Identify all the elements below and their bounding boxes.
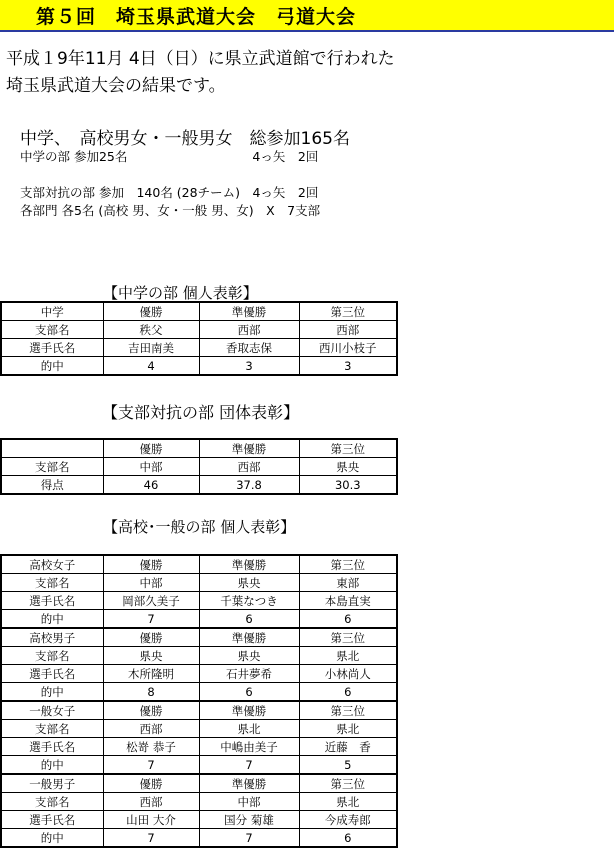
table-cell: 7 [199, 829, 299, 848]
table-cell: 西部 [199, 321, 299, 339]
participation-summary [20, 124, 350, 220]
table-cell: 37.8 [199, 476, 299, 495]
table-row [1, 339, 397, 357]
table-cell: 6 [299, 829, 397, 848]
summary-line: 各部門 各5名 (高校 男、女・一般 男、女) X 7支部 [20, 203, 321, 218]
team-section-heading: 【支部対抗の部 団体表彰】 [102, 403, 300, 422]
table-cell: 第三位 [299, 302, 397, 321]
table-cell: 本島直実 [299, 592, 397, 610]
table-cell: 吉田南美 [103, 339, 199, 357]
summary-line [20, 166, 350, 184]
table-cell: 的中 [1, 683, 103, 702]
table-cell: 西部 [103, 720, 199, 738]
table-cell: 優勝 [103, 628, 199, 647]
table-cell: 選手氏名 [1, 592, 103, 610]
table-cell: 国分 菊雄 [199, 811, 299, 829]
table-row [1, 555, 397, 574]
team-results-table [0, 438, 398, 495]
title-rule [0, 30, 614, 32]
table-row [1, 829, 397, 848]
table-cell: 山田 大介 [103, 811, 199, 829]
table-cell: 岡部久美子 [103, 592, 199, 610]
intro-line: 埼玉県武道大会の結果です。 [6, 76, 226, 96]
table-cell: 県央 [199, 647, 299, 665]
table-cell: 準優勝 [199, 555, 299, 574]
table-row [1, 302, 397, 321]
table-cell: 優勝 [103, 555, 199, 574]
table-cell: 3 [199, 357, 299, 376]
general-results-table [0, 554, 398, 848]
table-cell: 支部名 [1, 458, 103, 476]
junior-results-table [0, 301, 398, 376]
table-row [1, 774, 397, 793]
table-row [1, 665, 397, 683]
table-cell: 東部 [299, 574, 397, 592]
table-row [1, 476, 397, 495]
summary-line: 中学の部 参加25名 4っ矢 2回 [20, 149, 319, 164]
table-cell: 第三位 [299, 701, 397, 720]
table-row [1, 321, 397, 339]
table-cell: 46 [103, 476, 199, 495]
table-cell: 第三位 [299, 774, 397, 793]
table-row [1, 720, 397, 738]
table-cell: 今成寿郎 [299, 811, 397, 829]
table-cell: 西部 [199, 458, 299, 476]
table-cell: 西川小枝子 [299, 339, 397, 357]
table-cell: 県央 [103, 647, 199, 665]
table-cell: 支部名 [1, 321, 103, 339]
table-row [1, 610, 397, 629]
table-row [1, 683, 397, 702]
table-cell: 中部 [199, 793, 299, 811]
table-cell: 選手氏名 [1, 738, 103, 756]
table-cell: 中部 [103, 458, 199, 476]
table-cell: 6 [299, 683, 397, 702]
table-cell: 支部名 [1, 720, 103, 738]
title-banner [0, 0, 614, 30]
table-cell: 得点 [1, 476, 103, 495]
table-cell: 一般女子 [1, 701, 103, 720]
table-cell: 選手氏名 [1, 339, 103, 357]
summary-headline: 中学、 高校男女・一般男女 総参加165名 [20, 129, 350, 149]
table-cell: 県北 [299, 647, 397, 665]
table-cell: 支部名 [1, 574, 103, 592]
table-cell: 第三位 [299, 555, 397, 574]
intro-line: 平成１9年11月 4日（日）に県立武道館で行われた [6, 49, 395, 69]
table-cell: 的中 [1, 756, 103, 775]
table-cell: 準優勝 [199, 701, 299, 720]
table-cell: 的中 [1, 829, 103, 848]
table-row [1, 701, 397, 720]
table-cell: 第三位 [299, 628, 397, 647]
table-cell: 30.3 [299, 476, 397, 495]
table-cell: 県央 [199, 574, 299, 592]
table-cell: 的中 [1, 610, 103, 629]
table-cell: 準優勝 [199, 628, 299, 647]
summary-line: 支部対抗の部 参加 140名 (28チーム) 4っ矢 2回 [20, 185, 319, 200]
table-cell: 優勝 [103, 302, 199, 321]
table-cell: 中部 [103, 574, 199, 592]
table-cell: 4 [103, 357, 199, 376]
table-cell: 高校女子 [1, 555, 103, 574]
table-cell: 6 [299, 610, 397, 629]
table-row [1, 592, 397, 610]
table-cell: 6 [199, 683, 299, 702]
table-cell: 支部名 [1, 793, 103, 811]
table-cell: 中学 [1, 302, 103, 321]
table-cell: 高校男子 [1, 628, 103, 647]
table-cell: 8 [103, 683, 199, 702]
table-cell: 準優勝 [199, 439, 299, 458]
table-cell: 7 [103, 829, 199, 848]
general-section-heading: 【高校･一般の部 個人表彰】 [103, 518, 296, 536]
table-cell: 県北 [199, 720, 299, 738]
table-cell: 県央 [299, 458, 397, 476]
table-cell: 準優勝 [199, 302, 299, 321]
table-cell: 木所隆明 [103, 665, 199, 683]
table-cell: 7 [103, 756, 199, 775]
table-cell: 一般男子 [1, 774, 103, 793]
table-cell: 優勝 [103, 774, 199, 793]
table-cell: 選手氏名 [1, 665, 103, 683]
table-row [1, 793, 397, 811]
table-row [1, 439, 397, 458]
intro-text [6, 46, 395, 100]
table-cell: 香取志保 [199, 339, 299, 357]
table-row [1, 458, 397, 476]
table-cell: 千葉なつき [199, 592, 299, 610]
table-cell: 松嵜 恭子 [103, 738, 199, 756]
table-cell: 石井夢希 [199, 665, 299, 683]
table-cell: 秩父 [103, 321, 199, 339]
table-cell: 優勝 [103, 439, 199, 458]
table-cell: 5 [299, 756, 397, 775]
table-cell: 西部 [299, 321, 397, 339]
page-title: 第５回 埼玉県武道大会 弓道大会 [36, 6, 357, 28]
table-cell: 7 [103, 610, 199, 629]
table-cell: 西部 [103, 793, 199, 811]
table-row [1, 811, 397, 829]
table-row [1, 647, 397, 665]
table-cell: 準優勝 [199, 774, 299, 793]
table-row [1, 357, 397, 376]
table-cell: 的中 [1, 357, 103, 376]
table-row [1, 756, 397, 775]
table-cell: 7 [199, 756, 299, 775]
table-cell: 6 [199, 610, 299, 629]
table-cell: 小林尚人 [299, 665, 397, 683]
table-cell: 中嶋由美子 [199, 738, 299, 756]
table-cell: 優勝 [103, 701, 199, 720]
table-row [1, 574, 397, 592]
table-row [1, 738, 397, 756]
table-cell [1, 439, 103, 458]
table-cell: 3 [299, 357, 397, 376]
table-cell: 県北 [299, 720, 397, 738]
table-cell: 県北 [299, 793, 397, 811]
table-cell: 近藤 香 [299, 738, 397, 756]
table-cell: 第三位 [299, 439, 397, 458]
table-row [1, 628, 397, 647]
table-cell: 支部名 [1, 647, 103, 665]
junior-section-heading: 【中学の部 個人表彰】 [103, 284, 258, 302]
table-cell: 選手氏名 [1, 811, 103, 829]
